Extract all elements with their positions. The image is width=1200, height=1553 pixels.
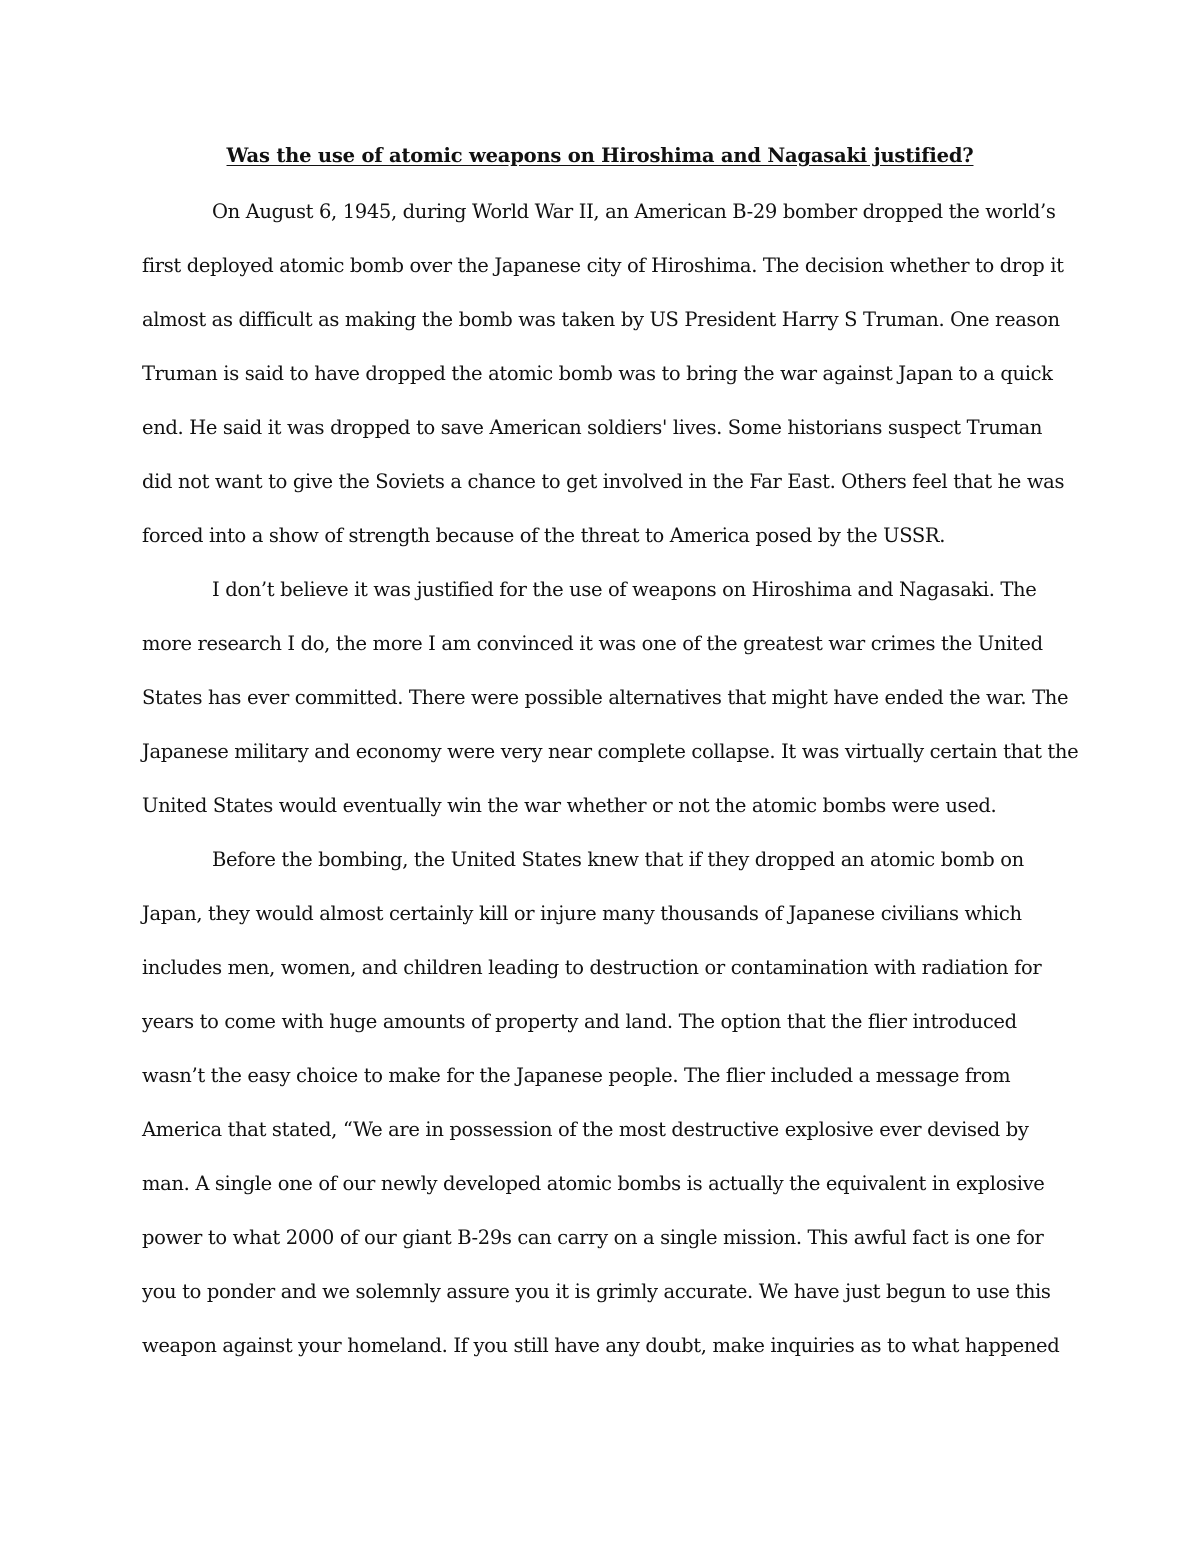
paragraph-3-line-10: weapon against your homeland. If you still have any doubt, make inquiries as to what happened xyxy=(142,1334,1060,1357)
paragraph-1-line-5: end. He said it was dropped to save American soldiers' lives. Some historians suspect Truman xyxy=(142,416,1043,439)
paragraph-3-line-8: power to what 2000 of our giant B-29s can carry on a single mission. This awful fact is one for xyxy=(142,1226,1044,1249)
paragraph-3-line-7: man. A single one of our newly developed atomic bombs is actually the equivalent in explosive xyxy=(142,1172,1045,1195)
paragraph-3-line-1: Before the bombing, the United States knew that if they dropped an atomic bomb on xyxy=(212,848,1024,871)
paragraph-3-line-6: America that stated, “We are in possession of the most destructive explosive ever devised by xyxy=(142,1118,1029,1141)
essay-title: Was the use of atomic weapons on Hiroshima and Nagasaki justified? xyxy=(226,144,974,167)
paragraph-2-line-3: States has ever committed. There were possible alternatives that might have ended the war. The xyxy=(142,686,1069,709)
paragraph-1-line-4: Truman is said to have dropped the atomic bomb was to bring the war against Japan to a quick xyxy=(142,362,1053,385)
paragraph-1-line-6: did not want to give the Soviets a chance to get involved in the Far East. Others feel that he was xyxy=(142,470,1065,493)
paragraph-1-line-1: On August 6, 1945, during World War II, an American B-29 bomber dropped the world’s xyxy=(212,200,1056,223)
paragraph-2-line-4: Japanese military and economy were very near complete collapse. It was virtually certain that the xyxy=(142,740,1079,763)
paragraph-3-line-4: years to come with huge amounts of property and land. The option that the flier introduced xyxy=(142,1010,1017,1033)
paragraph-3-line-9: you to ponder and we solemnly assure you it is grimly accurate. We have just begun to use this xyxy=(142,1280,1051,1303)
paragraph-2-line-5: United States would eventually win the war whether or not the atomic bombs were used. xyxy=(142,794,997,817)
paragraph-1-line-7: forced into a show of strength because of the threat to America posed by the USSR. xyxy=(142,524,946,547)
paragraph-2-line-1: I don’t believe it was justified for the use of weapons on Hiroshima and Nagasaki. The xyxy=(212,578,1037,601)
paragraph-2-line-2: more research I do, the more I am convinced it was one of the greatest war crimes the United xyxy=(142,632,1043,655)
paragraph-3-line-3: includes men, women, and children leading to destruction or contamination with radiation for xyxy=(142,956,1042,979)
paragraph-3-line-5: wasn’t the easy choice to make for the Japanese people. The flier included a message from xyxy=(142,1064,1011,1087)
paragraph-1-line-3: almost as difficult as making the bomb was taken by US President Harry S Truman. One reason xyxy=(142,308,1060,331)
paragraph-3-line-2: Japan, they would almost certainly kill or injure many thousands of Japanese civilians which xyxy=(142,902,1022,925)
paragraph-1-line-2: first deployed atomic bomb over the Japanese city of Hiroshima. The decision whether to drop it xyxy=(142,254,1064,277)
